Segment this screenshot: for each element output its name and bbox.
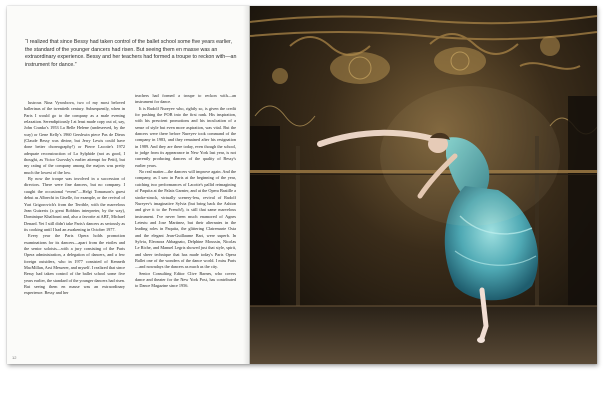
paragraph: No real matter—the dancers will improve again. And the company, as I saw in Paris at the beginning of the year, catching two performances of Lacotte's pallid reimagining of Paquita at the Palais Garnier, and at the Opera Bastille a stroke-struck, virtually scenery-less, revival of Rudolf Nureyev's imaginative Sylvia (but bring back the Ashton and give it to the French!), is still that same marvelous instrument. I've never been much enamored of Agnes Letestu and Jose Martinez, but their alternates in the leading roles in Paquita, the glittering Clairemarie Osta and the elegant Jean-Guillaume Bart, were superb. In Sylvia, Eleonora Abbagnato, Delphine Moussin, Nicolas Le Riche, and Manuel Legris showed just that style, spirit, and sheer technique that has made today's Paris Opera Ballet one of the wonders of the dance world. I miss Paris—and nowadays the dancers as much as the city. — [135, 169, 236, 270]
article-column-2 — [135, 93, 236, 349]
paragraph: By now the troupe was involved in a succession of directors. There were fine dancers, but no company. I caught the occasional “event”—Helgi Tomasson's guest debut as Albrecht in Giselle, for example, or the revival of Yuri Grigorovich's from the Terrible, with the marvelous Jean Guizerix (a great Robbins interpreter, by the way), Dominique Khalfouni and, also a favorite at ABT, Michael Denard. Yet I still didn't take Paris's dancers as seriously as its cooking until I had an awakening in October 1977. — [24, 176, 125, 232]
page-number: 12 — [12, 355, 17, 360]
pull-quote: “I realized that since Bessy had taken control of the ballet school some five years earlier, the standard of the younger dancers had risen. But seeing them en masse was an extraordinary experience. Bessy and her teachers had formed a troupe to reckon with—an instrument for dance.” — [25, 39, 237, 68]
article-column-1 — [24, 100, 125, 349]
paragraph: It is Rudolf Nureyev who, rightly so, is given the credit for pushing the POB into the first rank. His inspiration, with his prescient promotions and his inculcation of a sense of style but even more aspiration, was vital. But the dancers were there before Nureyev took command of the company in 1983, and they remained after his resignation in 1989. And they are there today, even though the school, to judge from its appearance in New York last year, is not currently producing dancers of the quality of Bessy's earlier years. — [135, 105, 236, 168]
spine-shadow — [243, 6, 250, 364]
paragraph: Senior Consulting Editor Clive Barnes, who covers dance and theater for the New York Post, has contributed to Dance Magazine since 1956. — [135, 270, 236, 289]
ballerina-photo — [250, 6, 597, 364]
magazine-spread — [7, 6, 597, 364]
ballerina-photo-icon — [250, 6, 597, 364]
paragraph: teachers had formed a troupe to reckon with—an instrument for dance. — [135, 93, 236, 105]
left-page — [7, 6, 250, 364]
paragraph: lustrous Nina Vyroubova, two of my most beloved ballerinas of the twentieth century. Subsequently, when in Paris I would go to the company as a male evening relaxation. Serendipitously I at least made copy out of, say, John Cranko's 1953 La Belle Helene (undeserved, by the way) or Gene Kelly's 1960 Gershwin piece Pas de Dieux (Claude Bessy was divine, but Jerry Lewis could have done better choreography!) or Pierre Lacotte's 1972 adequate reconstruction of La Sylphide (not as good, I thought, as Victor Gsovsky's earlier attempt for Petit), but my rating of the company among the majors was pretty much the lowest of the low. — [24, 100, 125, 175]
paragraph: Every year the Paris Opera holds promotion examinations for its dancers—apart from the etoiles and the senior soloists—with a jury consisting of the Paris Opera administration, a delegation of dancers, and a few foreign outsiders, who in 1977 consisted of Kenneth MacMillan, Arsi Messerer, and myself. I realized that since Bessy had taken control of the ballet school some five years earlier, the standard of the younger dancers had risen. But seeing them en masse was an extraordinary experience. Bessy and her — [24, 233, 125, 296]
